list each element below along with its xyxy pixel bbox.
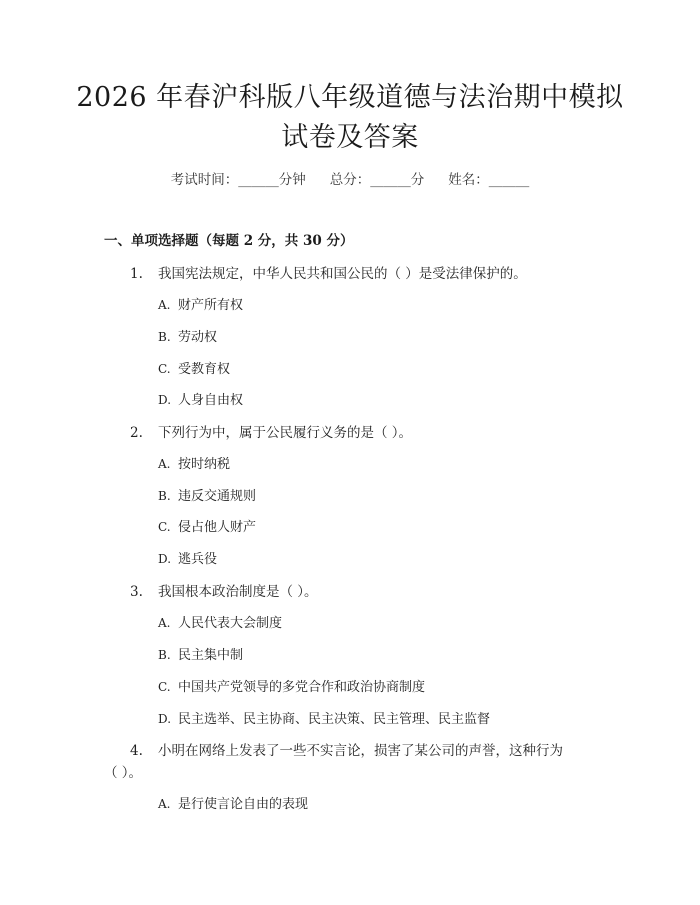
option-text: 侵占他人财产 [178, 520, 257, 535]
option-text: 人身自由权 [178, 393, 244, 408]
title-line-1: 2026 年春沪科版八年级道德与法治期中模拟 [76, 82, 624, 113]
option-3d [158, 708, 490, 727]
option-letter: C. [158, 680, 171, 694]
option-text: 按时纳税 [178, 457, 231, 472]
question-number: 3. [130, 584, 143, 600]
option-letter: C. [158, 520, 171, 534]
option-3c [158, 676, 425, 695]
name-field: 姓名：______ [448, 172, 530, 188]
option-letter: C. [158, 362, 171, 376]
question-4 [130, 739, 563, 759]
option-letter: A. [158, 457, 171, 471]
option-letter: A. [158, 616, 171, 630]
question-number: 2. [130, 425, 143, 441]
option-letter: A. [158, 797, 171, 811]
question-number: 1. [130, 266, 143, 282]
option-text: 是行使言论自由的表现 [178, 797, 309, 812]
option-3b [158, 644, 243, 663]
option-text: 违反交通规则 [178, 489, 257, 504]
exam-info [0, 168, 700, 188]
option-letter: A. [158, 298, 171, 312]
option-letter: B. [158, 489, 171, 503]
option-2a [158, 453, 230, 472]
option-text: 民主集中制 [178, 648, 244, 663]
option-2c [158, 516, 256, 535]
question-text: 我国宪法规定，中华人民共和国公民的（ ）是受法律保护的。 [158, 266, 527, 282]
option-letter: B. [158, 330, 171, 344]
page-title [0, 78, 700, 158]
option-text: 财产所有权 [178, 298, 244, 313]
question-2 [130, 421, 412, 441]
question-4-continuation: （ ）。 [104, 765, 143, 781]
option-3a [158, 612, 282, 631]
option-text: 劳动权 [178, 330, 218, 345]
question-text: 小明在网络上发表了一些不实言论，损害了某公司的声誉，这种行为 [158, 743, 563, 759]
option-letter: B. [158, 648, 171, 662]
title-line-2: 试卷及答案 [281, 122, 419, 153]
option-text: 民主选举、民主协商、民主决策、民主管理、民主监督 [178, 712, 491, 727]
option-text: 受教育权 [178, 362, 231, 377]
option-1d [158, 389, 243, 408]
option-2d [158, 548, 217, 567]
option-4a [158, 793, 308, 812]
option-1c [158, 358, 230, 377]
option-letter: D. [158, 712, 172, 726]
option-text: 人民代表大会制度 [178, 616, 283, 631]
option-1a [158, 294, 243, 313]
option-1b [158, 326, 217, 345]
question-3 [130, 580, 318, 600]
option-2b [158, 485, 256, 504]
total-score-field: 总分：______分 [329, 172, 425, 188]
option-letter: D. [158, 552, 172, 566]
question-number: 4. [130, 743, 143, 759]
question-1 [130, 262, 527, 282]
option-letter: D. [158, 393, 172, 407]
option-text: 逃兵役 [178, 552, 218, 567]
option-text: 中国共产党领导的多党合作和政治协商制度 [178, 680, 426, 695]
exam-time-field: 考试时间：______分钟 [170, 172, 306, 188]
question-text: 我国根本政治制度是（ ）。 [158, 584, 318, 600]
question-text: 下列行为中，属于公民履行义务的是（ ）。 [158, 425, 413, 441]
section-heading: 一、单项选择题（每题 2 分，共 30 分） [104, 233, 354, 249]
